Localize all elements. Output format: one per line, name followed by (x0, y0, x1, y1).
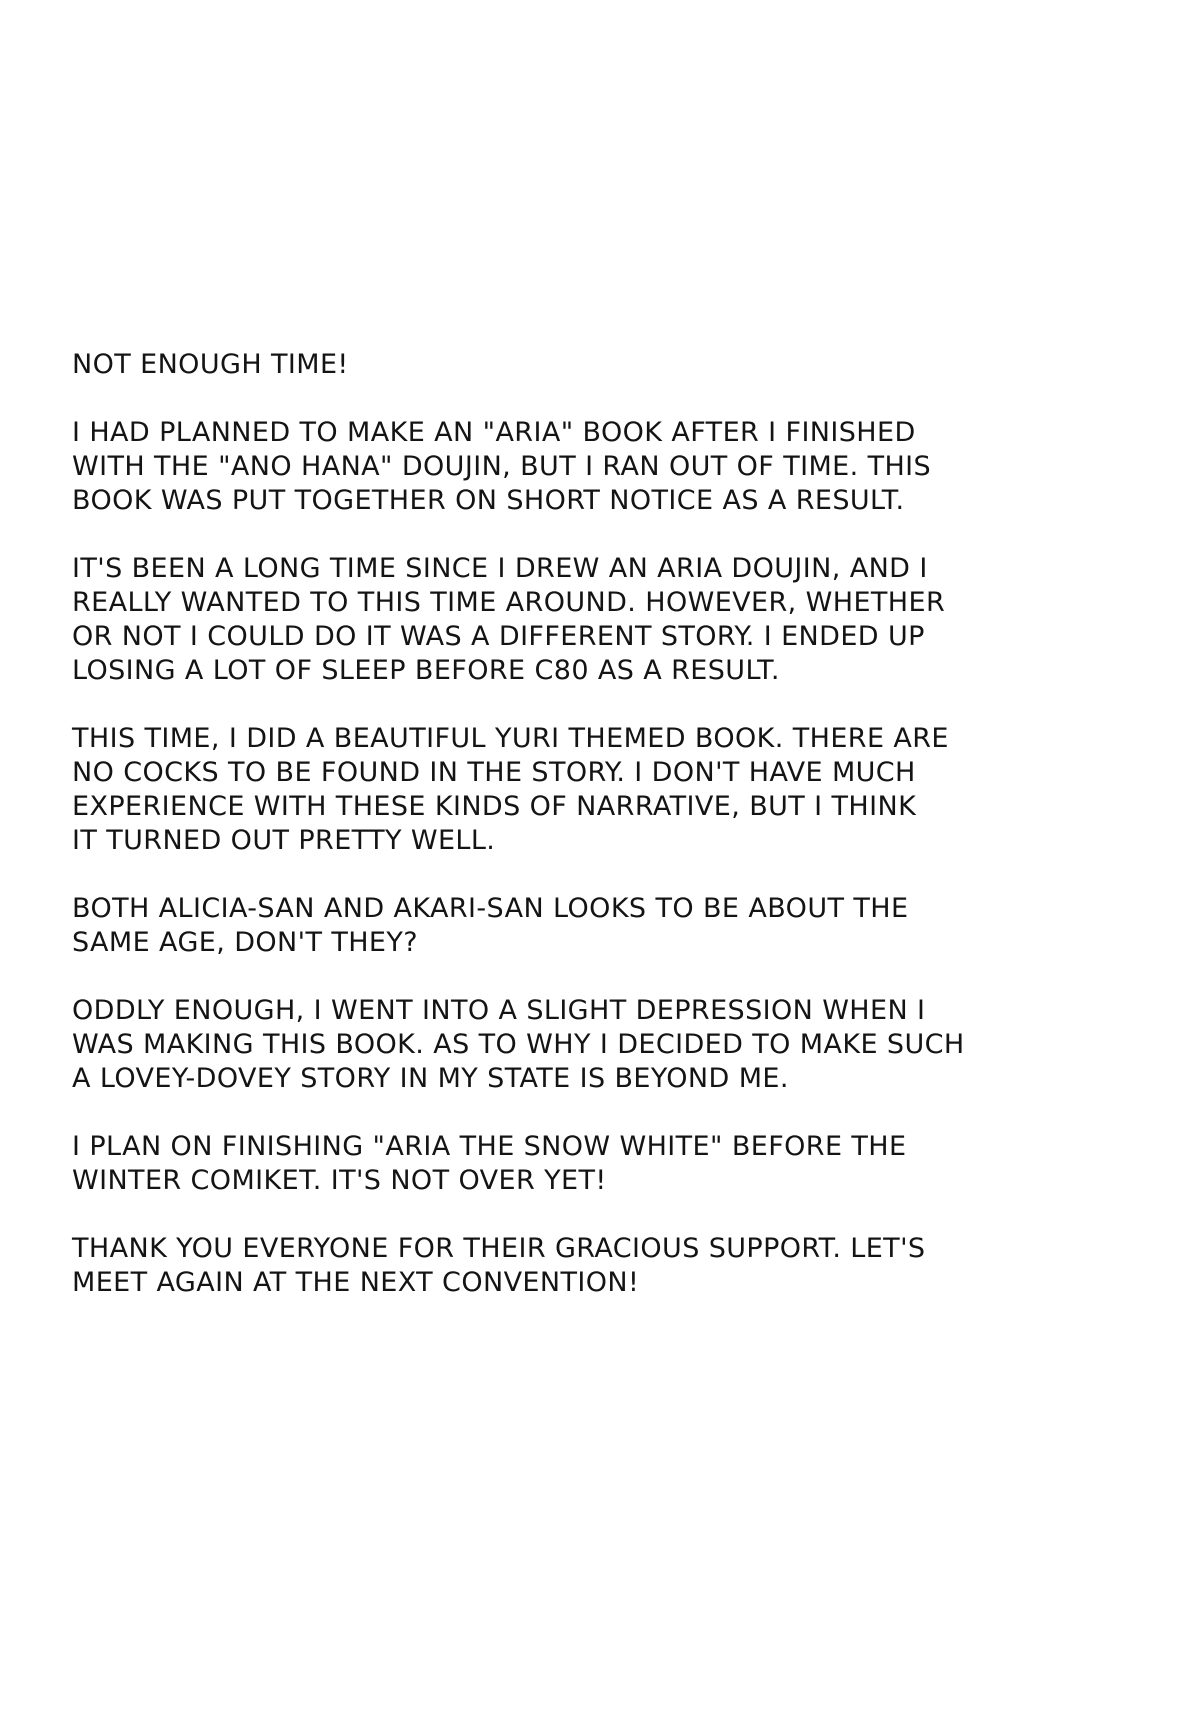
text-line: MEET AGAIN AT THE NEXT CONVENTION! (72, 1267, 640, 1298)
text-line: NO COCKS TO BE FOUND IN THE STORY. I DON'T HAVE MUCH (72, 757, 916, 788)
text-line: WAS MAKING THIS BOOK. AS TO WHY I DECIDED TO MAKE SUCH (72, 1029, 965, 1060)
text-line: WINTER COMIKET. IT'S NOT OVER YET! (72, 1165, 607, 1196)
text-line: BOTH ALICIA-SAN AND AKARI-SAN LOOKS TO BE ABOUT THE (72, 893, 909, 924)
text-line: THIS TIME, I DID A BEAUTIFUL YURI THEMED BOOK. THERE ARE (72, 723, 949, 754)
paragraph-3 (72, 722, 1132, 858)
text-line: ODDLY ENOUGH, I WENT INTO A SLIGHT DEPRESSION WHEN I (72, 995, 926, 1026)
paragraph-1 (72, 416, 1132, 518)
text-line: EXPERIENCE WITH THESE KINDS OF NARRATIVE, BUT I THINK (72, 791, 917, 822)
paragraph-6 (72, 1130, 1132, 1198)
text-line: IT'S BEEN A LONG TIME SINCE I DREW AN ARIA DOUJIN, AND I (72, 553, 928, 584)
text-line: WITH THE "ANO HANA" DOUJIN, BUT I RAN OUT OF TIME. THIS (72, 451, 932, 482)
paragraph-7 (72, 1232, 1132, 1300)
paragraph-2 (72, 552, 1132, 688)
paragraph-4 (72, 892, 1132, 960)
afterword-text (72, 348, 1132, 1334)
page-title: NOT ENOUGH TIME! (72, 349, 349, 380)
paragraph-5 (72, 994, 1132, 1096)
text-line: OR NOT I COULD DO IT WAS A DIFFERENT STORY. I ENDED UP (72, 621, 925, 652)
text-line: I PLAN ON FINISHING "ARIA THE SNOW WHITE" BEFORE THE (72, 1131, 907, 1162)
text-line: REALLY WANTED TO THIS TIME AROUND. HOWEVER, WHETHER (72, 587, 946, 618)
text-line: I HAD PLANNED TO MAKE AN "ARIA" BOOK AFTER I FINISHED (72, 417, 916, 448)
text-line: IT TURNED OUT PRETTY WELL. (72, 825, 496, 856)
text-line: BOOK WAS PUT TOGETHER ON SHORT NOTICE AS A RESULT. (72, 485, 905, 516)
text-line: LOSING A LOT OF SLEEP BEFORE C80 AS A RESULT. (72, 655, 780, 686)
text-line: SAME AGE, DON'T THEY? (72, 927, 419, 958)
text-line: A LOVEY-DOVEY STORY IN MY STATE IS BEYOND ME. (72, 1063, 789, 1094)
text-line: THANK YOU EVERYONE FOR THEIR GRACIOUS SUPPORT. LET'S (72, 1233, 926, 1264)
